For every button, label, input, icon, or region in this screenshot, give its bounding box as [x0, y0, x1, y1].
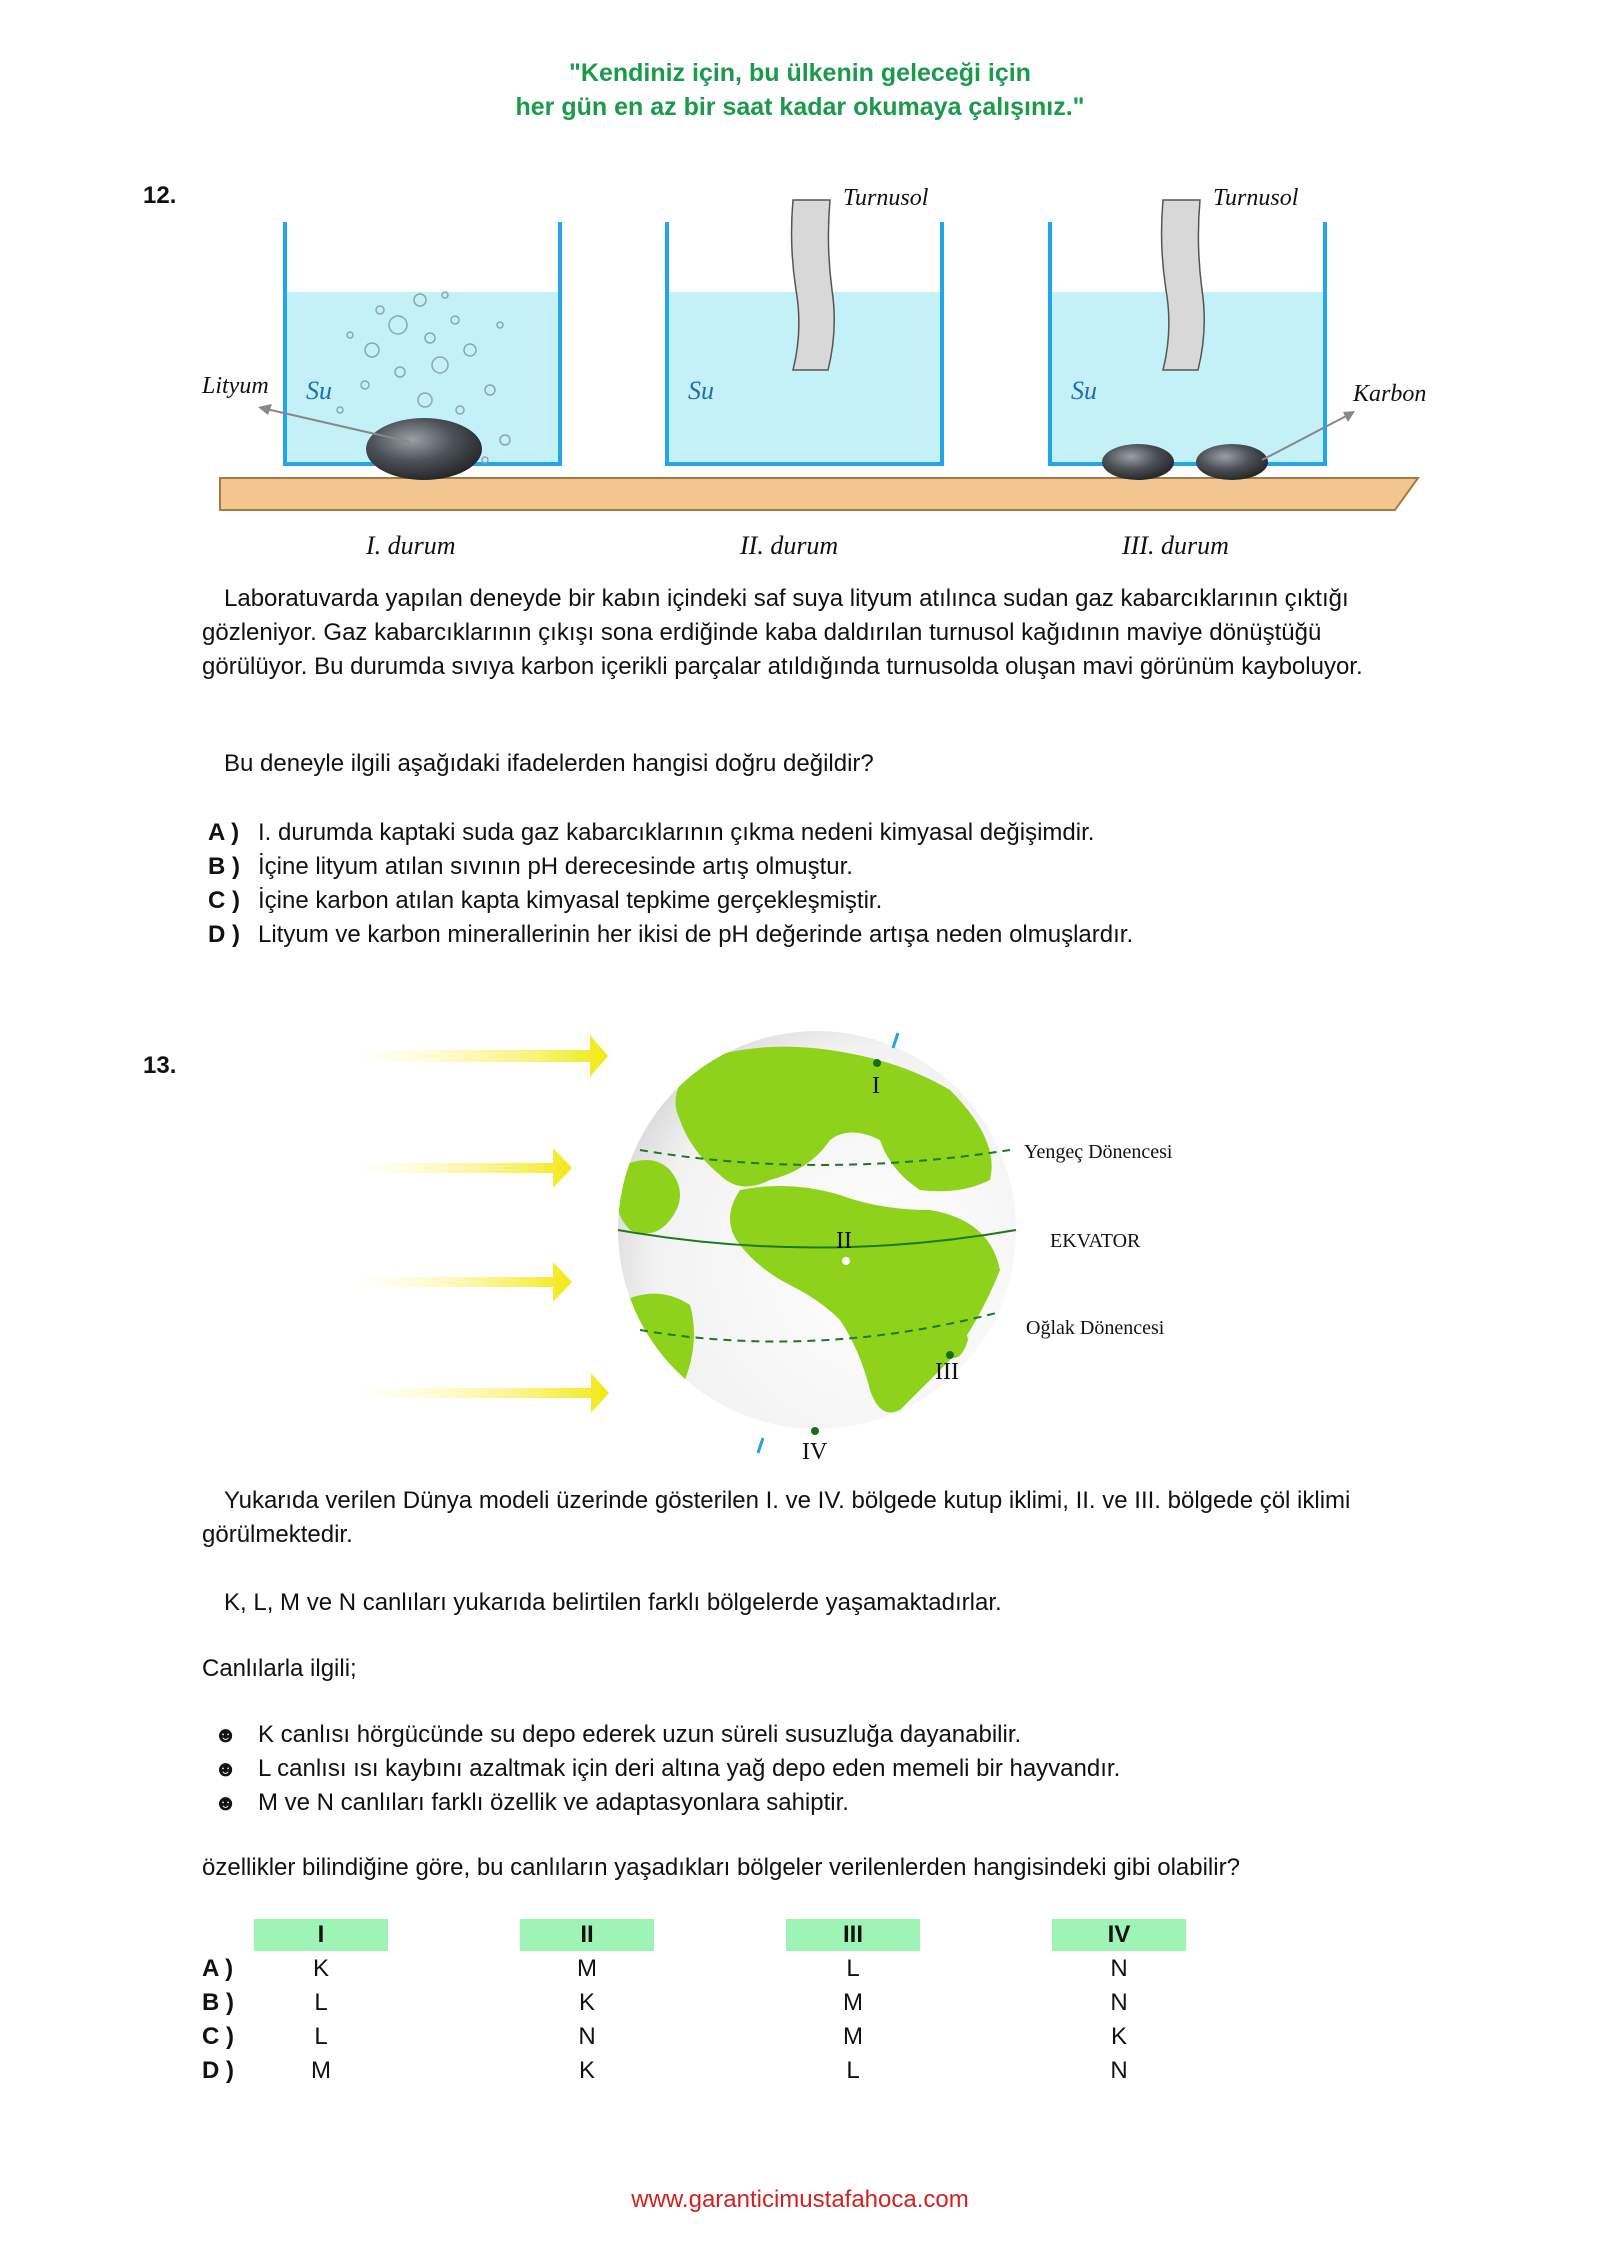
table-cell: L [846, 2057, 860, 2084]
litmus-label-1: Turnusol [843, 185, 929, 211]
table-cell: K [312, 1955, 329, 1982]
list-item [214, 1786, 1120, 1820]
row-letter: C ) [202, 2023, 234, 2050]
option-b-text: İçine lityum atılan sıvının pH derecesinde artış olmuştur. [258, 853, 853, 880]
table-cell: N [1110, 1989, 1128, 2016]
option-b-letter: B ) [208, 853, 240, 880]
table-header-cell: I [254, 1919, 388, 1951]
question-13-bullets [214, 1718, 1120, 1820]
table-cell: L [846, 1955, 860, 1982]
question-13-number: 13. [143, 1052, 177, 1079]
sun-ray-arrows [352, 1035, 609, 1413]
motto-line-2: her gün en az bir saat kadar okumaya çalışınız." [515, 93, 1085, 121]
row-letter: D ) [202, 2057, 234, 2084]
water-label-2: Su [688, 376, 714, 405]
region-ii-label: II [836, 1228, 852, 1254]
case-1-label: I. durum [366, 531, 456, 560]
tropic-of-capricorn-label: Oğlak Dönencesi [1026, 1317, 1165, 1339]
option-a-letter: A ) [208, 819, 240, 846]
water-label-1: Su [306, 376, 332, 405]
region-iv-label: IV [802, 1439, 828, 1465]
footer-website-link[interactable]: www.garanticimustafahoca.com [631, 2186, 969, 2213]
bullet-icon: ☻ [214, 1756, 238, 1781]
question-13-paragraph-2: K, L, M ve N canlıları yukarıda belirtilen farklı bölgelerde yaşamaktadırlar. [224, 1589, 1002, 1616]
carbon-label: Karbon [1353, 381, 1427, 407]
option-a-text: I. durumda kaptaki suda gaz kabarcıklarının çıkma nedeni kimyasal değişimdir. [258, 819, 1095, 846]
litmus-label-2: Turnusol [1213, 185, 1299, 211]
earth-climate-figure [0, 1030, 1600, 1470]
list-item [214, 1752, 1120, 1786]
bullet-icon: ☻ [214, 1790, 238, 1815]
table-cell: M [577, 1955, 597, 1982]
lithium-label: Lityum [202, 373, 269, 399]
region-iii-label: III [935, 1359, 959, 1385]
equator-label: EKVATOR [1050, 1230, 1141, 1252]
table-row[interactable] [202, 2020, 1318, 2054]
table-header-cell: III [786, 1919, 920, 1951]
bullet-text-2: L canlısı ısı kaybını azaltmak için deri altına yağ depo eden memeli bir hayvandır. [258, 1755, 1121, 1782]
option-c-text: İçine karbon atılan kapta kimyasal tepkime gerçekleşmiştir. [258, 887, 883, 914]
option-d[interactable] [208, 918, 1133, 952]
table-row[interactable] [202, 1952, 1318, 1986]
table-cell: K [578, 1989, 595, 2016]
table-row[interactable] [202, 1986, 1318, 2020]
table-header-cell: II [520, 1919, 654, 1951]
question-13-stem: özellikler bilindiğine göre, bu canlıların yaşadıkları bölgeler verilenlerden hangisindeki gibi olabilir? [202, 1854, 1240, 1881]
case-3-label: III. durum [1122, 531, 1229, 560]
table-cell: K [578, 2057, 595, 2084]
table-row[interactable] [202, 2054, 1318, 2088]
option-b[interactable] [208, 850, 1133, 884]
option-c-letter: C ) [208, 887, 240, 914]
option-d-text: Lityum ve karbon minerallerinin her ikisi de pH değerinde artışa neden olmuşlardır. [258, 921, 1134, 948]
bullet-text-1: K canlısı hörgücünde su depo ederek uzun süreli susuzluğa dayanabilir. [258, 1721, 1022, 1748]
case-2-label: II. durum [740, 531, 839, 560]
answer-table [202, 1918, 1318, 2088]
table-cell: L [314, 1989, 328, 2016]
question-12-paragraph: Laboratuvarda yapılan deneyde bir kabın içindeki saf suya lityum atılınca sudan gaz kabarcıklarının çıktığı gözleniyor. Gaz kabarcıklarının çıkışı sona erdiğinde kaba daldırılan turnusol kağıdının maviye dönüştüğü görülüyor. Bu durumda sıvıya karbon içerikli parçalar atıldığında turnusolda oluşan mavi görünüm kayboluyor. [202, 585, 1363, 680]
list-item [214, 1718, 1120, 1752]
question-13-intro: Canlılarla ilgili; [202, 1655, 357, 1682]
region-i-label: I [872, 1073, 880, 1099]
water-label-3: Su [1071, 376, 1097, 405]
row-letter: B ) [202, 1989, 234, 2016]
table-cell: M [843, 1989, 863, 2016]
table-cell: L [314, 2023, 328, 2050]
bullet-text-3: M ve N canlıları farklı özellik ve adaptasyonlara sahiptir. [258, 1789, 849, 1816]
bullet-icon: ☻ [214, 1722, 238, 1747]
table-cell: K [1110, 2023, 1127, 2050]
option-c[interactable] [208, 884, 1133, 918]
row-letter: A ) [202, 1955, 234, 1982]
motto [0, 56, 1600, 124]
question-12-options [208, 816, 1133, 952]
table-cell: N [578, 2023, 596, 2050]
option-a[interactable] [208, 816, 1133, 850]
table-cell: N [1110, 1955, 1128, 1982]
option-d-letter: D ) [208, 921, 240, 948]
table-cell: N [1110, 2057, 1128, 2084]
question-12-stem: Bu deneyle ilgili aşağıdaki ifadelerden hangisi doğru değildir? [224, 750, 874, 777]
question-13-paragraph-1: Yukarıda verilen Dünya modeli üzerinde gösterilen I. ve IV. bölgede kutup iklimi, II. ve III. bölgede çöl iklimi görülmektedir. [202, 1487, 1351, 1548]
table-cell: M [311, 2057, 331, 2084]
tropic-of-cancer-label: Yengeç Dönencesi [1024, 1141, 1173, 1163]
question-12-number: 12. [143, 182, 177, 209]
table-header-cell: IV [1052, 1919, 1186, 1951]
motto-line-1: "Kendiniz için, bu ülkenin geleceği için [569, 59, 1031, 87]
table-header-row [202, 1918, 1318, 1952]
table-cell: M [843, 2023, 863, 2050]
